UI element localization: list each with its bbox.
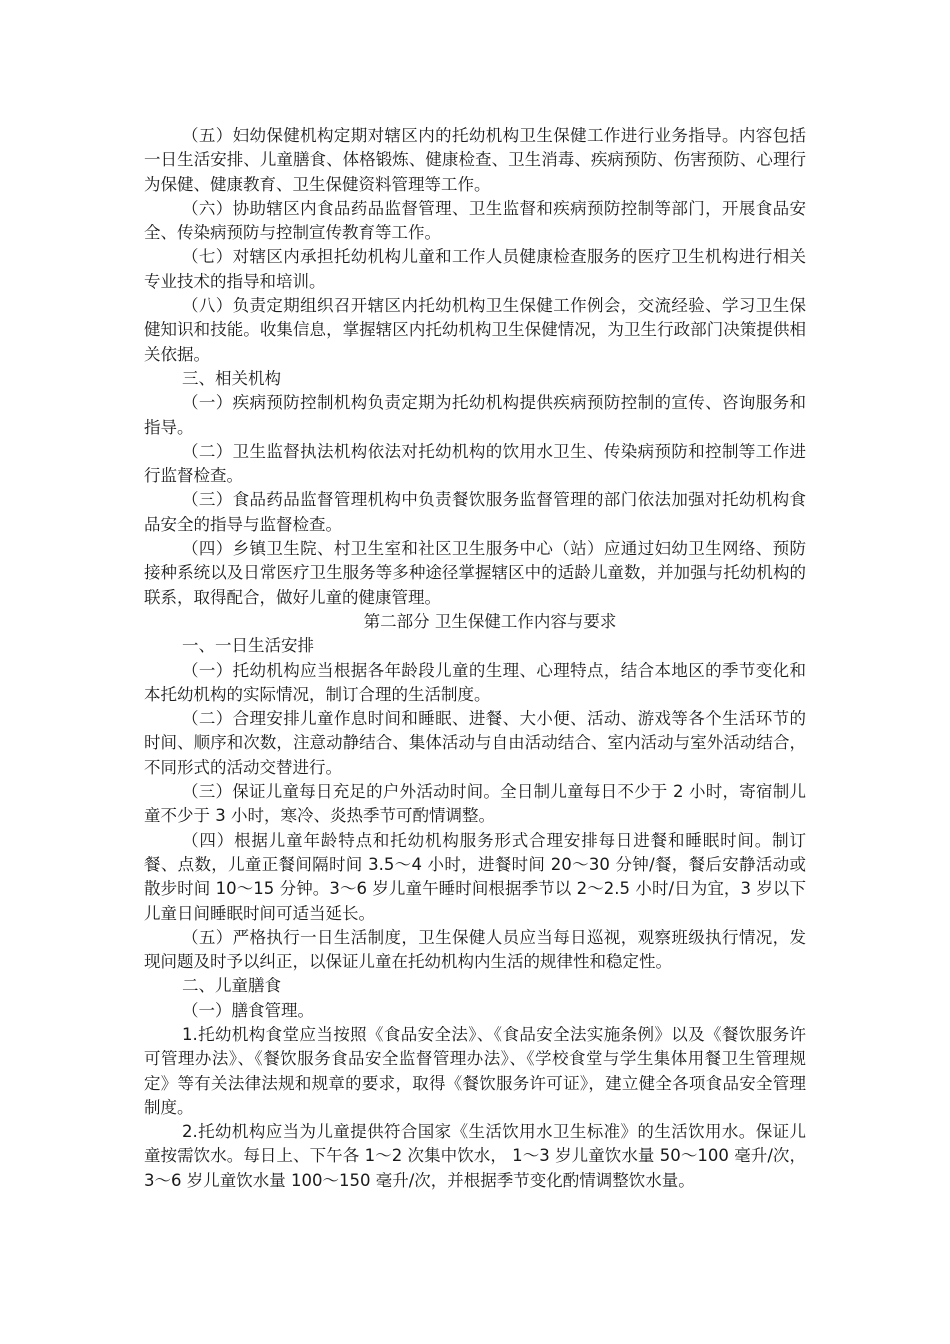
paragraph: （一）疾病预防控制机构负责定期为托幼机构提供疾病预防控制的宣传、咨询服务和指导。 [144, 393, 806, 437]
paragraph: （五）严格执行一日生活制度，卫生保健人员应当每日巡视，观察班级执行情况，发现问题及时予以纠正，以保证儿童在托幼机构内生活的规律性和稳定性。 [144, 927, 806, 972]
paragraph: （四）乡镇卫生院、村卫生室和社区卫生服务中心（站）应通过妇幼卫生网络、预防接种系统以及日常医疗卫生服务等多种途径掌握辖区中的适龄儿童数，并加强与托幼机构的联系，取得配合，做好儿童的健康管理。 [144, 539, 806, 607]
paragraph: 一、一日生活安排 [182, 636, 314, 656]
paragraph: （四）根据儿童年龄特点和托幼机构服务形式合理安排每日进餐和睡眠时间。制订餐、点数，儿童正餐间隔时间 3.5～4 小时，进餐时间 20～30 分钟/餐，餐后安静活动或散步时间 10～15 分钟。3～6 岁儿童午睡时间根据季节以 2～2.5 小时/日为宜，3 岁以下儿童日间睡眠时间可适当延长。 [144, 830, 806, 923]
paragraph: （五）妇幼保健机构定期对辖区内的托幼机构卫生保健工作进行业务指导。内容包括一日生活安排、儿童膳食、体格锻炼、健康检查、卫生消毒、疾病预防、伤害预防、心理行为保健、健康教育、卫生保健资料管理等工作。 [144, 126, 806, 194]
paragraph: 二、儿童膳食 [182, 976, 281, 996]
paragraph: 2.托幼机构应当为儿童提供符合国家《生活饮用水卫生标准》的生活饮用水。保证儿童按需饮水。每日上、下午各 1～2 次集中饮水， 1～3 岁儿童饮水量 50～100 毫升/次，3～6 岁儿童饮水量 100～150 毫升/次，并根据季节变化酌情调整饮水量。 [144, 1122, 806, 1190]
paragraph: 三、相关机构 [182, 368, 281, 388]
section-heading: 第二部分 卫生保健工作内容与要求 [363, 611, 617, 631]
paragraph: （七）对辖区内承担托幼机构儿童和工作人员健康检查服务的医疗卫生机构进行相关专业技术的指导和培训。 [144, 247, 806, 291]
paragraph: （二）卫生监督执法机构依法对托幼机构的饮用水卫生、传染病预防和控制等工作进行监督检查。 [144, 441, 806, 486]
paragraph: （六）协助辖区内食品药品监督管理、卫生监督和疾病预防控制等部门，开展食品安全、传染病预防与控制宣传教育等工作。 [144, 198, 806, 243]
paragraph: （八）负责定期组织召开辖区内托幼机构卫生保健工作例会，交流经验、学习卫生保健知识和技能。收集信息，掌握辖区内托幼机构卫生保健情况，为卫生行政部门决策提供相关依据。 [144, 296, 806, 364]
paragraph: （一）托幼机构应当根据各年龄段儿童的生理、心理特点，结合本地区的季节变化和本托幼机构的实际情况，制订合理的生活制度。 [144, 660, 806, 704]
paragraph: （三）食品药品监督管理机构中负责餐饮服务监督管理的部门依法加强对托幼机构食品安全的指导与监督检查。 [144, 490, 806, 534]
paragraph: （二）合理安排儿童作息时间和睡眠、进餐、大小便、活动、游戏等各个生活环节的时间、顺序和次数，注意动静结合、集体活动与自由活动结合、室内活动与室外活动结合，不同形式的活动交替进行。 [144, 709, 806, 777]
paragraph: 1.托幼机构食堂应当按照《食品安全法》、《食品安全法实施条例》以及《餐饮服务许可管理办法》、《餐饮服务食品安全监督管理办法》、《学校食堂与学生集体用餐卫生管理规定》等有关法律法规和规章的要求，取得《餐饮服务许可证》，建立健全各项食品安全管理制度。 [144, 1024, 806, 1117]
paragraph: （三）保证儿童每日充足的户外活动时间。全日制儿童每日不少于 2 小时，寄宿制儿童不少于 3 小时，寒冷、炎热季节可酌情调整。 [144, 782, 806, 826]
paragraph: （一）膳食管理。 [182, 1000, 314, 1020]
document-page [144, 124, 806, 1193]
